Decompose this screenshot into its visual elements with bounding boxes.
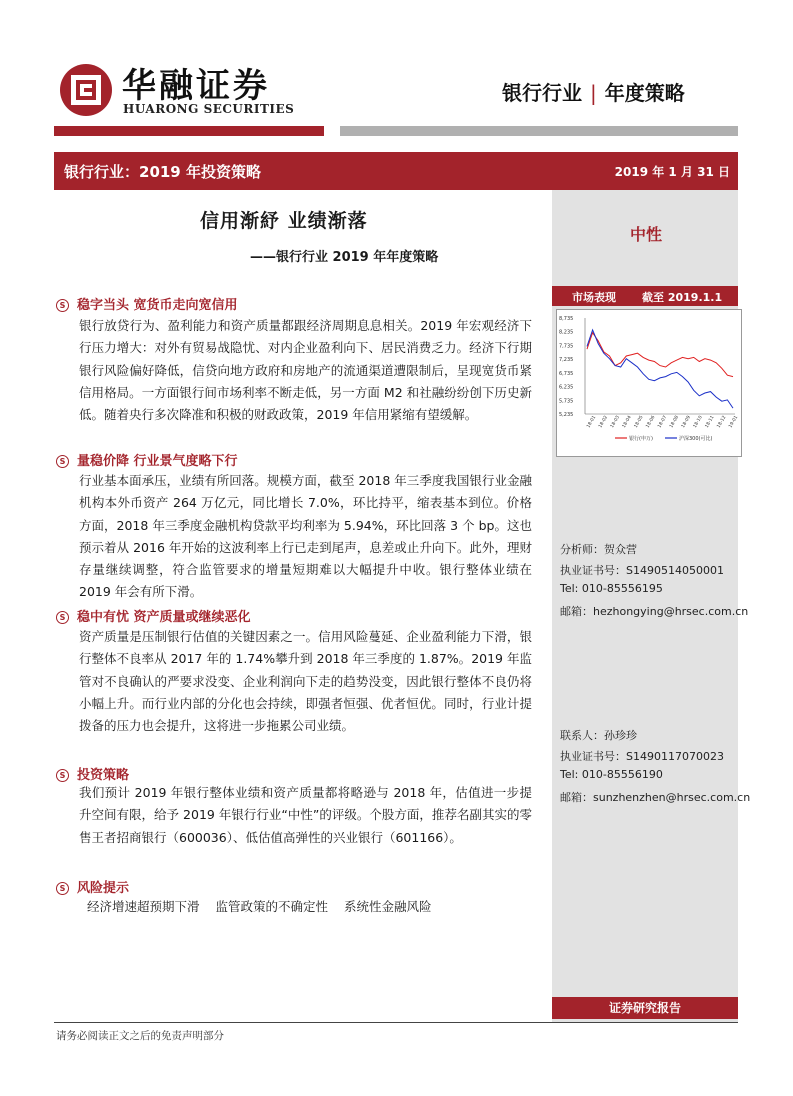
report-category: 银行行业 | 年度策略 [502,81,685,105]
x-tick-label: 18-04 [621,415,633,429]
section-heading [56,450,238,469]
y-tick-label: 7,235 [559,357,574,364]
x-tick-label: 18-03 [610,415,621,429]
brand-name-en: HUARONG SECURITIES [123,102,295,116]
headline: 信用渐紓 业绩渐落 [200,210,368,232]
analyst1-name: 分析师：贺众营 [560,543,637,556]
title-banner [54,152,738,190]
y-tick-label: 5,735 [559,398,574,405]
market-performance-bar [552,286,738,306]
report-footer-label: 证券研究报告 [552,997,738,1019]
section-heading [56,606,251,625]
analyst2-email[interactable]: 邮箱：sunzhenzhen@hrsec.com.cn [560,791,751,804]
y-tick-label: 7,735 [559,343,574,350]
x-tick-label: 18-06 [645,415,657,429]
banner-title: 银行行业：2019 年投资策略 [64,163,261,181]
x-tick-label: 18-05 [633,415,645,429]
market-label: 市场表现 [572,291,616,304]
analyst2-tel: Tel: 010-85556190 [560,768,663,781]
x-tick-label: 19-01 [728,415,740,429]
bullet-icon: S [56,455,69,468]
logo-icon [58,62,114,118]
bullet-icon: S [56,769,69,782]
report-date: 2019 年 1 月 31 日 [614,165,730,179]
footer-divider [54,1022,738,1023]
risk-list: 经济增速超预期下滑 监管政策的不确定性 系统性金融风险 [87,899,432,914]
brand-name: 华融证券 [122,66,270,106]
x-tick-label: 18-08 [669,415,681,429]
x-tick-label: 18-09 [681,415,692,429]
header-bar-grey [340,126,738,136]
analyst1-license: 执业证书号：S1490514050001 [560,564,724,577]
subheadline: ——银行行业 2019 年年度策略 [250,250,439,265]
section-body: 行业基本面承压，业绩有所回落。规模方面，截至 2018 年三季度我国银行业金融机构本外币资产 264 万亿元，同比增长 7.0%，环比持平，缩表基本到位。价格方面，2018 年三季度金融机构贷款平均利率为 5.94%，环比回落 3 个 bp。这也预示着从 2016 年开始的这波利率上行已走到尾声，息差或止升向下。此外，理财存量继续调整，符合监管要求的增量短期难以大幅提升中收。银行整体业绩在 2019 年会有所下滑。 [79,473,532,600]
section-body: 我们预计 2019 年银行整体业绩和资产质量都将略逊与 2018 年，估值进一步提升空间有限，给予 2019 年银行行业“中性”的评级。个股方面，推荐名副其实的零售王者招商银行（600036）、低估值高弹性的兴业银行（601166）。 [79,785,532,845]
bullet-icon: S [56,299,69,312]
industry-label: 银行行业 [502,81,582,105]
y-tick-label: 8,735 [559,316,574,322]
disclaimer: 请务必阅读正文之后的免责声明部分 [56,1030,224,1042]
header-bar-red [54,126,324,136]
section-title: 稳中有忧 资产质量或继续恶化 [77,610,251,625]
x-tick-label: 18-07 [657,415,669,429]
y-tick-label: 6,735 [559,370,574,377]
x-tick-label: 18-02 [598,415,610,429]
report-type-label: 年度策略 [604,81,685,105]
section-heading [56,877,129,896]
x-tick-label: 18-10 [692,415,704,429]
section-title: 稳字当头 宽货币走向宽信用 [77,298,238,313]
x-tick-label: 18-01 [586,415,598,429]
x-tick-label: 18-12 [716,415,728,429]
y-tick-label: 6,235 [559,384,574,391]
section-title: 投资策略 [77,768,130,783]
market-date: 截至 2019.1.1 [642,291,723,304]
bullet-icon: S [56,882,69,895]
series-line-1 [587,330,733,408]
section-body: 银行放贷行为、盈利能力和资产质量都跟经济周期息息相关。2019 年宏观经济下行压力增大：对外有贸易战隐忧、对内企业盈利向下、居民消费乏力。经济下行期银行风险偏好降低，信贷向地方政府和房地产的流通渠道遭限制后，呈现宽货币紧信用格局。一方面银行间市场利率不断走低，另一方面 M2 和社融纷纷创下历史新低。随着央行多次降准和积极的财政政策，2019 年信用紧缩有望缓解。 [79,318,532,423]
legend-label: 银行(申万) [629,436,653,442]
x-tick-label: 18-11 [704,415,716,429]
rating: 中性 [630,225,663,244]
section-title: 风险提示 [77,881,130,896]
y-tick-label: 8,235 [559,329,574,336]
section-heading [56,764,129,783]
analyst2-name: 联系人：孙珍珍 [560,729,637,742]
section-body: 资产质量是压制银行估值的关键因素之一。信用风险蔓延、企业盈利能力下滑，银行整体不良率从 2017 年的 1.74%攀升到 2018 年三季度的 1.87%。2019 年监管对不良确认的严要求没变、企业利润向下走的趋势没变，因此银行整体不良仍将小幅上升。而行业内部的分化也会持续，即强者恒强、优者恒优。同时，行业计提拨备的压力也会提升，这将进一步拖累公司业绩。 [79,629,532,734]
y-tick-label: 5,235 [559,412,574,418]
market-chart [556,309,742,457]
series-line-0 [587,333,733,377]
analyst1-tel: Tel: 010-85556195 [560,582,663,595]
bullet-icon: S [56,611,69,624]
market-chart-svg [557,310,741,456]
analyst1-email[interactable]: 邮箱：hezhongying@hrsec.com.cn [560,605,749,618]
legend-label: 沪深300(可比) [679,436,713,442]
section-heading [56,294,238,313]
section-title: 量稳价降 行业景气度略下行 [77,454,238,469]
analyst2-license: 执业证书号：S1490117070023 [560,750,724,763]
